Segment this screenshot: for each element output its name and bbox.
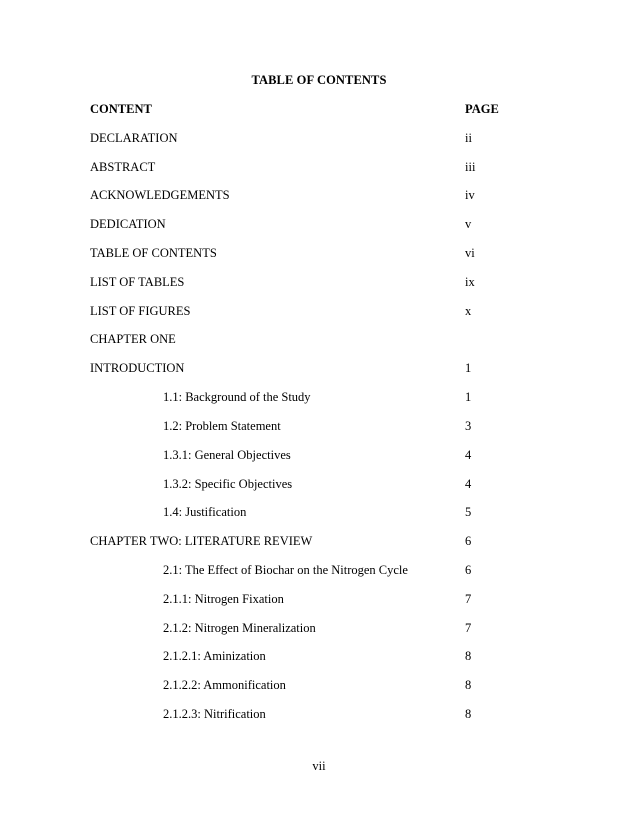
toc-entry-list-of-figures [90,302,510,320]
toc-entry-specific-objectives [90,475,510,493]
toc-entry-page: ix [465,275,475,289]
toc-entry-label: 1.1: Background of the Study [163,390,311,404]
toc-entry-label: DEDICATION [90,217,166,231]
toc-entry-acknowledgements [90,186,510,204]
toc-entry-page: 1 [465,390,472,404]
toc-entry-chapter-one [90,330,510,348]
toc-entry-page: 4 [465,448,472,462]
toc-entry-label: 1.3.2: Specific Objectives [163,477,293,491]
toc-entry-page: 5 [465,505,472,519]
toc-entry-nitrogen-mineralization [90,619,510,637]
toc-entry-label: INTRODUCTION [90,361,185,375]
toc-entry-page: 8 [465,707,472,721]
toc-entry-label: CHAPTER ONE [90,332,176,346]
toc-entry-page: v [465,217,472,231]
toc-entry-chapter-two [90,532,510,550]
toc-entry-page: 4 [465,477,472,491]
toc-entry-page: 7 [465,621,472,635]
toc-entry-declaration [90,129,510,147]
toc-entry-label: 2.1.2.2: Ammonification [163,678,286,692]
toc-entry-background [90,388,510,406]
toc-entry-aminization [90,647,510,665]
toc-entry-page: 7 [465,592,472,606]
toc-entry-label: 2.1.2.1: Aminization [163,649,266,663]
toc-entry-page: iii [465,160,476,174]
toc-entry-page: 6 [465,563,472,577]
toc-entry-label: 2.1: The Effect of Biochar on the Nitrogen Cycle [163,563,408,577]
toc-entry-label: LIST OF TABLES [90,275,185,289]
page-column-header: PAGE [465,102,499,116]
toc-entry-page: 1 [465,361,472,375]
toc-entry-general-objectives [90,446,510,464]
toc-entry-label: 2.1.2: Nitrogen Mineralization [163,621,316,635]
toc-entry-page: 3 [465,419,472,433]
toc-entry-label: ACKNOWLEDGEMENTS [90,188,230,202]
toc-entry-page: ii [465,131,472,145]
toc-entry-problem-statement [90,417,510,435]
toc-entry-justification [90,503,510,521]
toc-entry-page: 8 [465,678,472,692]
page-title: TABLE OF CONTENTS [251,73,387,87]
toc-entry-page: iv [465,188,475,202]
toc-entry-table-of-contents [90,244,510,262]
toc-entry-ammonification [90,676,510,694]
toc-entry-dedication [90,215,510,233]
toc-entry-introduction [90,359,510,377]
toc-entry-label: 1.3.1: General Objectives [163,448,291,462]
toc-entry-label: CHAPTER TWO: LITERATURE REVIEW [90,534,313,548]
toc-entry-label: 2.1.2.3: Nitrification [163,707,266,721]
toc-entry-page: x [465,304,472,318]
toc-entry-label: TABLE OF CONTENTS [90,246,217,260]
toc-entry-abstract [90,158,510,176]
content-column-header: CONTENT [90,102,152,116]
toc-entry-page: 8 [465,649,472,663]
toc-entry-label: 2.1.1: Nitrogen Fixation [163,592,284,606]
toc-entry-label: 1.4: Justification [163,505,247,519]
toc-entry-label: 1.2: Problem Statement [163,419,281,433]
toc-entry-label: LIST OF FIGURES [90,304,191,318]
toc-entry-nitrification [90,705,510,723]
toc-entry-label: ABSTRACT [90,160,156,174]
toc-entry-page: vi [465,246,475,260]
toc-entry-label: DECLARATION [90,131,178,145]
toc-header [90,100,510,118]
toc-entry-nitrogen-fixation [90,590,510,608]
toc-entry-page: 6 [465,534,472,548]
toc-entry-list-of-tables [90,273,510,291]
toc-entry-biochar-effect [90,561,510,579]
page-number: vii [312,759,326,773]
